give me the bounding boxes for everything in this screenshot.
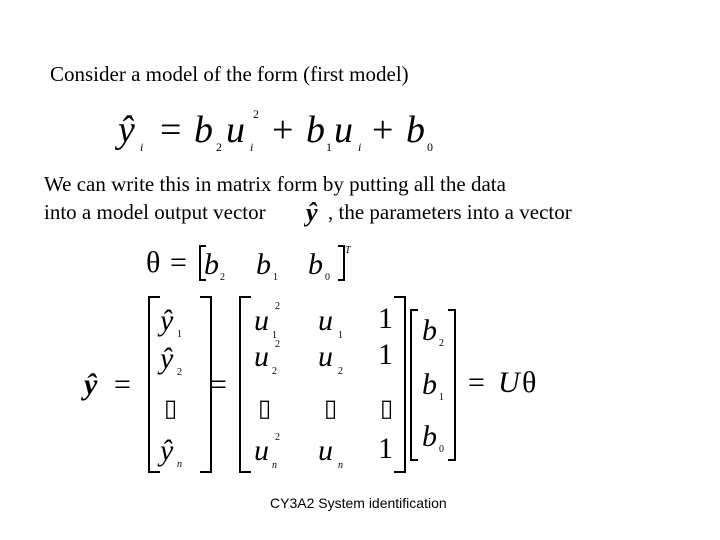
eq1-lhs-sub: i [140, 140, 144, 154]
b0-entry: b [422, 420, 437, 453]
one-2: 1 [378, 338, 393, 371]
un-sub: n [338, 460, 343, 471]
u1-sq-pow: 2 [275, 301, 280, 312]
theta-equation [140, 238, 370, 286]
eq1-b1-sub: 1 [326, 140, 332, 154]
eq1-u-sq: u [226, 109, 245, 151]
matrix-equals-2: = [210, 368, 227, 401]
yhat-2: ŷ [160, 342, 174, 375]
eq1-equals: = [160, 109, 182, 151]
eq1-b0-sub: 0 [427, 140, 433, 154]
yhat-n: ŷ [160, 434, 174, 467]
matrix-lhs-yhat: ŷ [84, 368, 98, 401]
matrix-equals-3: = [468, 366, 485, 399]
eq1-b2-sub: 2 [216, 140, 222, 154]
b0-entry-sub: 0 [439, 444, 444, 455]
yhat-vdots: ▯ [164, 396, 178, 422]
b-left-bracket [411, 310, 418, 460]
un-sq: u [254, 434, 269, 467]
b2-entry-sub: 2 [439, 338, 444, 349]
matrix-equation [80, 292, 560, 478]
intro-text: Consider a model of the form (first model) [50, 62, 409, 86]
u1: u [318, 304, 333, 337]
b-right-bracket [448, 310, 455, 460]
u2-sq-pow: 2 [275, 339, 280, 350]
inline-yhat-symbol: ŷ [306, 198, 318, 227]
un: u [318, 434, 333, 467]
eq1-u-sq-pow: 2 [253, 107, 259, 121]
inline-yhat-vector [304, 194, 328, 230]
theta-b1-sub: 1 [273, 272, 278, 283]
theta-b2: b [204, 248, 219, 281]
eq1-u-sub: i [358, 140, 362, 154]
one-1: 1 [378, 302, 393, 335]
paragraph-line-2a: into a model output vector [44, 200, 266, 224]
theta-b0-sub: 0 [325, 272, 330, 283]
yhat-1: ŷ [160, 304, 174, 337]
footer-text: CY3A2 System identification [270, 495, 447, 511]
theta-b1: b [256, 248, 271, 281]
u2-sq-sub: 2 [272, 366, 277, 377]
eq1-u: u [334, 109, 353, 151]
ones-vdots: ▯ [380, 396, 394, 422]
matrix-equals-1: = [114, 368, 131, 401]
one-n: 1 [378, 432, 393, 465]
yhat-n-sub: n [177, 459, 182, 470]
theta-b0: b [308, 248, 323, 281]
un-sq-pow: 2 [275, 432, 280, 443]
yhat-1-sub: 1 [177, 329, 182, 340]
yhat-left-bracket [149, 297, 160, 472]
rhs-theta: θ [522, 366, 537, 399]
theta-transpose: T [345, 245, 351, 256]
paragraph-line-1: We can write this in matrix form by putting all the data [44, 172, 506, 196]
theta-right-bracket [338, 246, 344, 280]
u1-sq-sub: 1 [272, 330, 277, 341]
yhat-2-sub: 2 [177, 367, 182, 378]
rhs-U: U [498, 366, 520, 399]
u2-sub: 2 [338, 366, 343, 377]
u-matrix-left-bracket [240, 297, 251, 472]
theta-b2-sub: 2 [220, 272, 225, 283]
eq1-b1: b [306, 109, 325, 151]
un-sq-sub: n [272, 460, 277, 471]
eq1-lhs: ŷ [118, 109, 135, 151]
eq1-u-sq-sub: i [250, 140, 254, 154]
eq1-plus-1: + [272, 109, 294, 151]
model-equation [100, 100, 460, 158]
b1-entry-sub: 1 [439, 392, 444, 403]
b1-entry: b [422, 368, 437, 401]
eq1-b2: b [194, 109, 213, 151]
eq1-b0: b [406, 109, 425, 151]
u-sq-vdots: ▯ [258, 396, 272, 422]
u-matrix-right-bracket [394, 297, 405, 472]
u1-sq: u [254, 304, 269, 337]
u-vdots: ▯ [324, 396, 338, 422]
paragraph-line-2b: , the parameters into a vector [328, 200, 572, 224]
u1-sub: 1 [338, 330, 343, 341]
eq1-plus-2: + [372, 109, 394, 151]
theta-symbol: θ [146, 246, 161, 279]
u2: u [318, 340, 333, 373]
b2-entry: b [422, 314, 437, 347]
u2-sq: u [254, 340, 269, 373]
theta-equals: = [170, 246, 187, 279]
